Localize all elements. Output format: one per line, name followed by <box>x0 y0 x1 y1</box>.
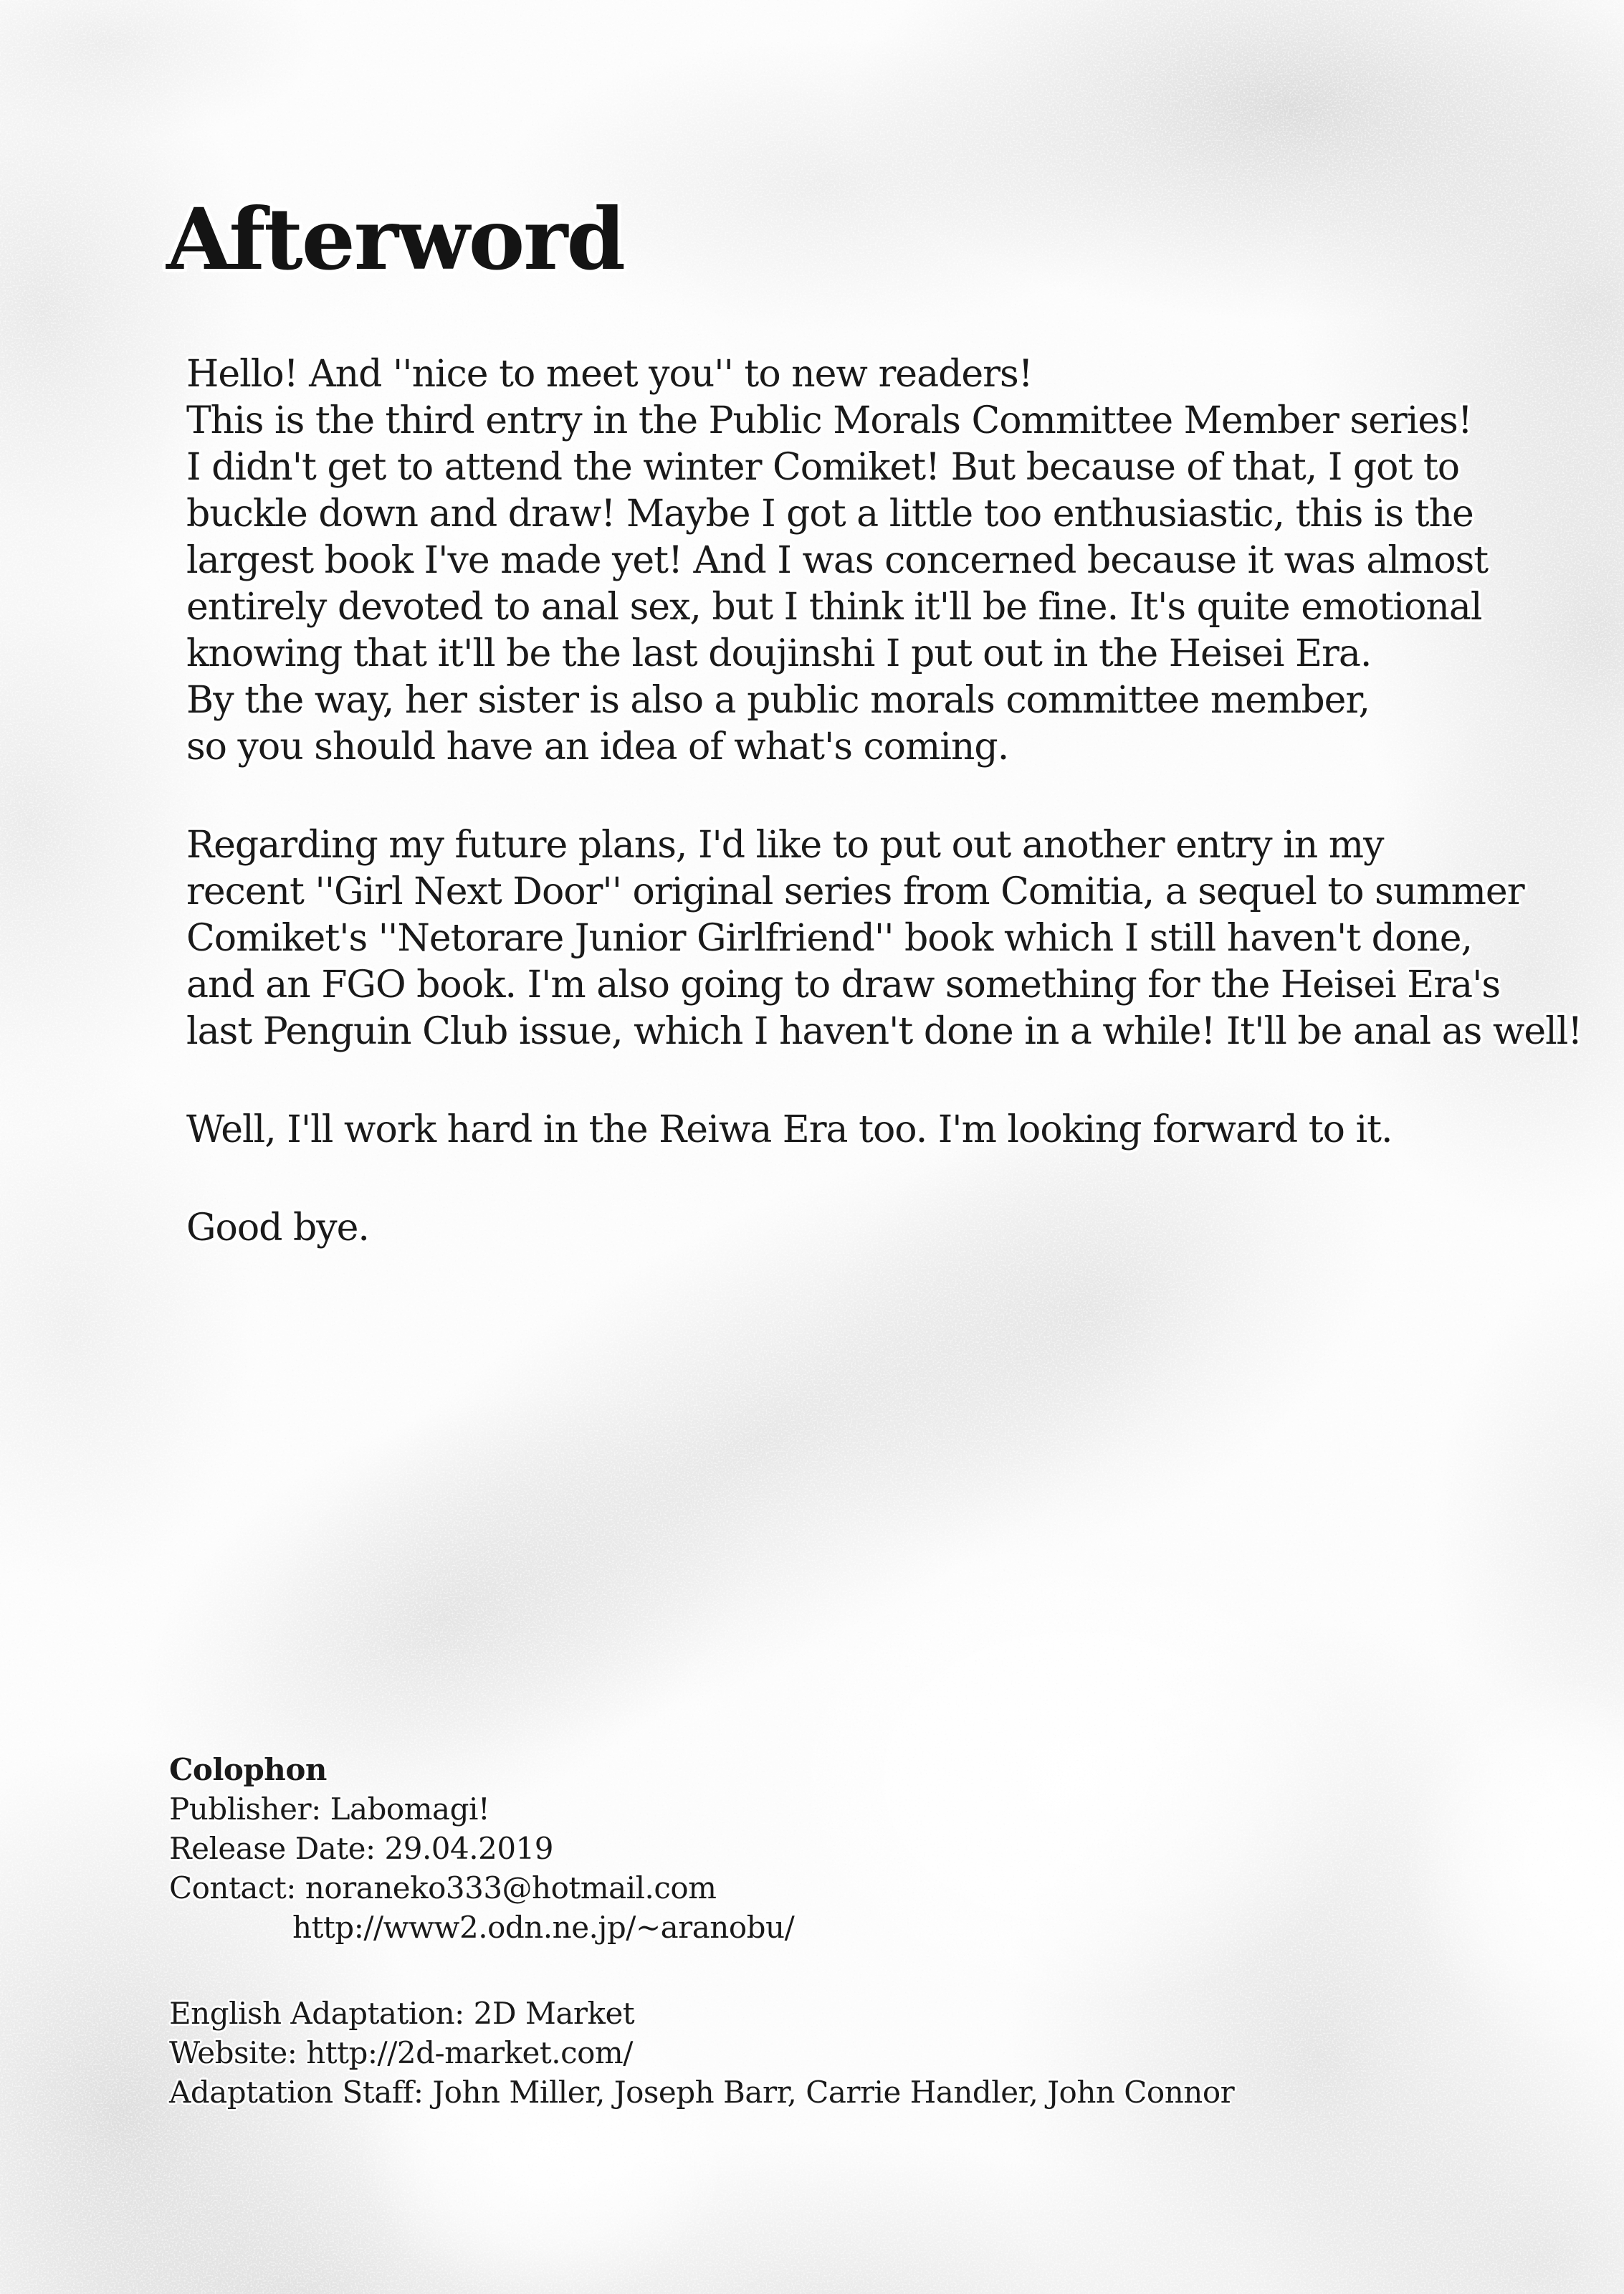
text-line: I didn't get to attend the winter Comiket! But because of that, I got to <box>186 446 1460 489</box>
paragraph-reiwa <box>186 1107 1591 1153</box>
text-line: so you should have an idea of what's coming. <box>186 725 1009 768</box>
colophon-contact-url: http://www2.odn.ne.jp/~aranobu/ <box>292 1910 795 1945</box>
text-line: Regarding my future plans, I'd like to put out another entry in my <box>186 824 1384 867</box>
colophon-adaptation-block <box>169 1994 1234 2112</box>
colophon-section <box>169 1750 1234 2112</box>
text-line: Hello! And ''nice to meet you'' to new readers! <box>186 353 1033 396</box>
text-line: largest book I've made yet! And I was concerned because it was almost <box>186 539 1489 582</box>
text-line: Good bye. <box>186 1207 369 1250</box>
text-line: Comiket's ''Netorare Junior Girlfriend'' book which I still haven't done, <box>186 917 1473 960</box>
text-line: knowing that it'll be the last doujinshi I put out in the Heisei Era. <box>186 632 1372 675</box>
afterword-body <box>186 351 1591 1303</box>
text-line: Well, I'll work hard in the Reiwa Era too. I'm looking forward to it. <box>186 1108 1393 1151</box>
colophon-publisher: Publisher: Labomagi! <box>169 1791 490 1827</box>
colophon-english-adaptation: English Adaptation: 2D Market <box>169 1996 635 2031</box>
colophon-staff: Adaptation Staff: John Miller, Joseph Barr, Carrie Handler, John Connor <box>169 2075 1235 2110</box>
text-line: By the way, her sister is also a public morals committee member, <box>186 679 1370 722</box>
page-title: Afterword <box>166 189 624 289</box>
colophon-heading: Colophon <box>169 1752 327 1787</box>
colophon-release-date: Release Date: 29.04.2019 <box>169 1831 553 1866</box>
paragraph-greeting <box>186 351 1591 771</box>
paragraph-future-plans <box>186 822 1591 1055</box>
paragraph-goodbye <box>186 1205 1591 1252</box>
text-line: buckle down and draw! Maybe I got a little too enthusiastic, this is the <box>186 492 1473 536</box>
colophon-contact-email: Contact: noraneko333@hotmail.com <box>169 1870 717 1905</box>
colophon-website: Website: http://2d-market.com/ <box>169 2035 633 2070</box>
text-line: This is the third entry in the Public Morals Committee Member series! <box>186 399 1472 442</box>
text-line: entirely devoted to anal sex, but I think it'll be fine. It's quite emotional <box>186 586 1482 629</box>
text-line: last Penguin Club issue, which I haven't done in a while! It'll be anal as well! <box>186 1010 1582 1053</box>
text-line: recent ''Girl Next Door'' original series from Comitia, a sequel to summer <box>186 870 1524 913</box>
text-line: and an FGO book. I'm also going to draw something for the Heisei Era's <box>186 963 1501 1006</box>
colophon-publisher-block <box>169 1750 1234 1947</box>
